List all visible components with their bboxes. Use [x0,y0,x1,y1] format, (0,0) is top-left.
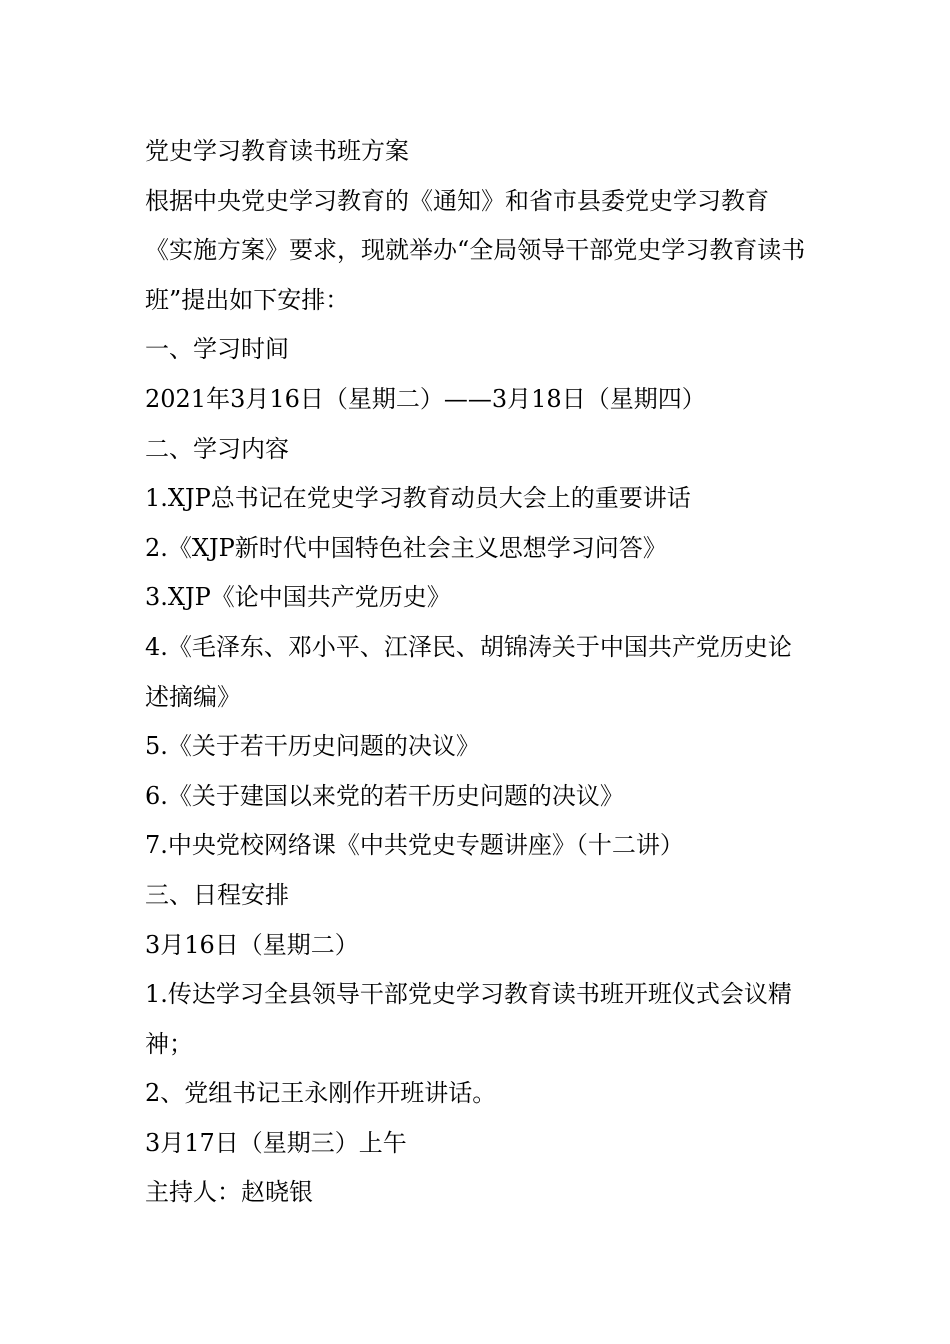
paragraph-intro: 根据中央党史学习教育的《通知》和省市县委党史学习教育《实施方案》要求，现就举办“全局领导干部党史学习教育读书班”提出如下安排： [145,186,806,314]
document-title: 党史学习教育读书班方案 [145,137,409,165]
content-item-7: 7.中央党校网络课《中共党史专题讲座》（十二讲） [145,831,684,860]
schedule-host: 主持人：赵晓银 [145,1178,313,1207]
content-item-1: 1.XJP总书记在党史学习教育动员大会上的重要讲话 [145,484,691,513]
study-time-range: 2021年3月16日（星期二）——3月18日（星期四） [145,384,706,413]
content-item-5: 5.《关于若干历史问题的决议》 [145,732,480,761]
content-item-2: 2.《XJP新时代中国特色社会主义思想学习问答》 [145,533,667,562]
schedule-item-2: 2、党组书记王永刚作开班讲话。 [145,1079,497,1108]
schedule-date-2: 3月17日（星期三）上午 [145,1128,407,1157]
section-heading-schedule: 三、日程安排 [145,880,289,909]
content-item-3: 3.XJP《论中国共产党历史》 [145,583,451,612]
content-item-6: 6.《关于建国以来党的若干历史问题的决议》 [145,781,624,810]
content-item-4: 4.《毛泽东、邓小平、江泽民、胡锦涛关于中国共产党历史论述摘编》 [145,632,792,711]
schedule-item-1: 1.传达学习全县领导干部党史学习教育读书班开班仪式会议精神； [145,980,792,1058]
document-body [145,127,810,1218]
section-heading-study-content: 二、学习内容 [145,434,289,463]
schedule-date-1: 3月16日（星期二） [145,930,359,959]
section-heading-study-time: 一、学习时间 [145,335,289,364]
